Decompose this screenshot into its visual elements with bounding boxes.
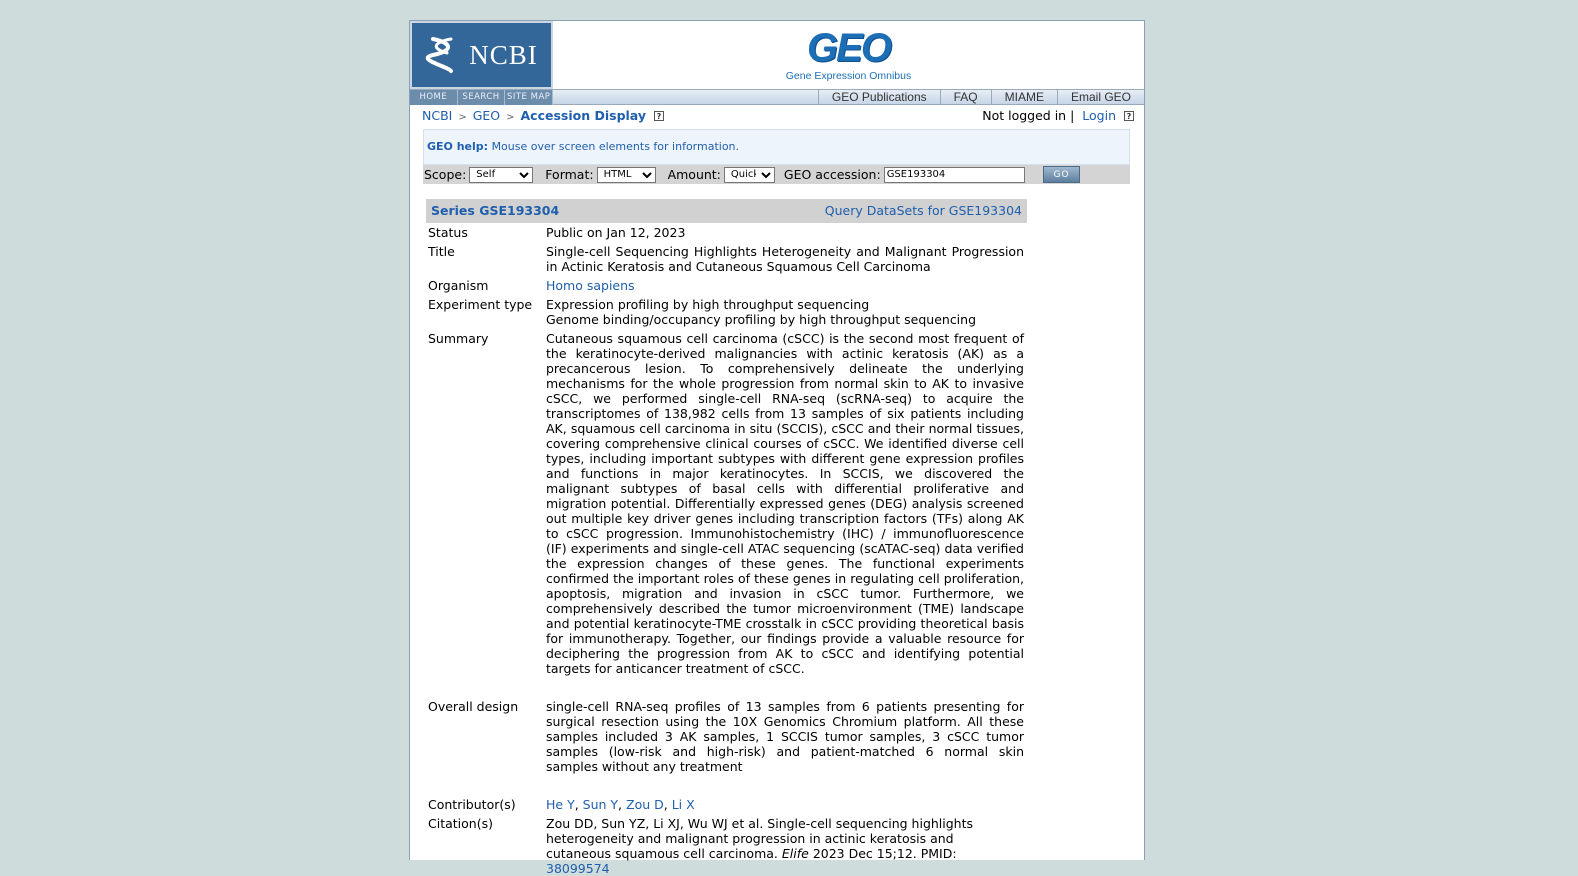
scope-label: Scope: [424,167,467,182]
geo-logo[interactable] [553,21,1144,89]
contributor-link[interactable]: He Y [546,797,575,812]
overall-design-value: single-cell RNA-seq profiles of 13 samples from 6 patients presenting for surgical resection using the 10X Genomics Chromium platform. All these samples included 3 AK samples, 1 SCCIS tumor samples, 3 cSCC tumor samples (low-risk and high-risk) and patient-matched 6 normal skin samples without any treatment [546,699,1024,774]
citation-text: Zou DD, Sun YZ, Li XJ, Wu WJ et al. Single-cell sequencing highlights heterogeneity and malignant progression in actinic keratosis and cutaneous squamous cell carcinoma. [546,816,974,861]
help-text: Mouse over screen elements for information. [491,140,740,153]
geo-help-box [423,129,1130,165]
nav-miame[interactable]: MIAME [991,90,1057,105]
nav-email-geo[interactable]: Email GEO [1057,90,1144,105]
format-label: Format: [545,167,594,182]
title-label: Title [428,244,455,259]
overall-design-label: Overall design [428,699,519,714]
ncbi-logo[interactable] [410,21,553,89]
format-select[interactable] [597,167,656,183]
contributor-link[interactable]: Sun Y [582,797,619,812]
status-label: Status [428,225,468,240]
status-value: Public on Jan 12, 2023 [546,225,686,240]
nav-site-map[interactable]: SITE MAP [505,90,553,105]
contributor-link[interactable]: Li X [671,797,695,812]
contributors-row [428,797,1028,812]
accession-input[interactable] [884,167,1025,183]
go-button[interactable]: GO [1043,166,1080,183]
contributors-label: Contributor(s) [428,797,516,812]
summary-label: Summary [428,331,489,346]
breadcrumb-current: Accession Display [520,108,647,123]
nav-geo-publications[interactable]: GEO Publications [818,90,940,105]
contributor-sep: , [618,797,626,812]
query-datasets-link[interactable]: Query DataSets for GSE193304 [824,203,1022,218]
breadcrumb-separator: > [458,112,467,123]
breadcrumb-separator: > [506,112,515,123]
title-row [428,244,1028,274]
breadcrumb-row [410,105,1144,125]
organism-label: Organism [428,278,489,293]
summary-row [428,331,1028,676]
geo-logo-text: GEO [807,26,890,70]
nav-search[interactable]: SEARCH [458,90,506,105]
title-value: Single-cell Sequencing Highlights Heterogeneity and Malignant Progression in Actinic Keratosis and Cutaneous Squamous Cell Carcinoma [546,244,1024,274]
accession-form [423,165,1130,184]
help-label: GEO help: [427,140,489,153]
contributor-link[interactable]: Zou D [626,797,664,812]
citation-label: Citation(s) [428,816,493,831]
ncbi-nav [410,90,553,105]
status-row [428,225,1028,240]
header [410,21,1144,89]
citation-date: 2023 Dec 15;12. PMID: [812,846,957,861]
series-title: Series GSE193304 [431,203,560,218]
contributor-sep: , [574,797,583,812]
experiment-type-label: Experiment type [428,297,533,312]
accession-label: GEO accession: [783,167,881,182]
amount-label: Amount: [667,167,721,182]
experiment-type-2: Genome binding/occupancy profiling by high throughput sequencing [546,312,977,327]
series-header [426,199,1027,223]
login-link[interactable]: Login [1082,108,1117,123]
citation-pmid-link[interactable]: 38099574 [546,861,610,876]
series-details [428,225,1028,876]
summary-value: Cutaneous squamous cell carcinoma (cSCC) is the second most frequent of the keratinocyte-derived malignancies with actinic keratosis (AK) as a precancerous lesion. To comprehensively delineate the underlying mechanisms for the whole progression from normal skin to AK to invasive cSCC, we performed single-cell RNA-seq (scRNA-seq) to acquire the transcriptomes of 138,982 cells from 13 samples of six patients including AK, squamous cell carcinoma in situ (SCCIS), cSCC and their normal tissues, covering comprehensive clinical courses of cSCC. We identified diverse cell types, including important subtypes with different gene expression profiles and functions in major keratinocytes. In SCCIS, we discovered the malignant subtypes of basal cells with differential proliferative and migration potential. Differentially expressed genes (DEG) analysis screened out multiple key driver genes including transcription factors (TFs) along AK to cSCC progression. Immunohistochemistry (IHC) / immunofluorescence (IF) experiments and single-cell ATAC sequencing (scATAC-seq) data verified the expression changes of these genes. The functional experiments confirmed the important roles of these genes in regulating cell proliferation, apoptosis, migration and invasion in cSCC tumor. Furthermore, we comprehensively described the tumor microenvironment (TME) landscape and potential keratinocyte-TME crosstalk in cSCC providing theoretical basis for immunotherapy. Together, our findings provide a valuable resource for deciphering the progression from AK to cSCC and identifying potential targets for anticancer treatment of cSCC. [546,331,1024,676]
nav-faq[interactable]: FAQ [940,90,991,105]
geo-nav [818,90,1144,105]
contributor-sep: , [663,797,672,812]
page-container [409,20,1145,876]
login-area [982,108,1134,123]
nav-bar [410,89,1144,105]
breadcrumb [422,108,664,123]
amount-select[interactable] [724,167,775,183]
organism-row [428,278,1028,293]
citation-journal: Elife [781,846,809,861]
experiment-type-row [428,297,1028,327]
dna-helix-icon [425,35,459,75]
breadcrumb-ncbi[interactable]: NCBI [422,108,453,123]
login-status: Not logged in [982,108,1067,123]
login-divider: | [1070,108,1075,123]
login-help-icon[interactable]: ? [1124,111,1134,121]
overall-design-row [428,699,1028,774]
geo-logo-subtitle: Gene Expression Omnibus [785,70,912,82]
experiment-type-1: Expression profiling by high throughput sequencing [546,297,870,312]
organism-link[interactable]: Homo sapiens [546,278,635,293]
scope-select[interactable] [469,167,533,183]
citation-row [428,816,1028,876]
ncbi-logo-text: NCBI [469,39,538,70]
breadcrumb-geo[interactable]: GEO [472,108,501,123]
help-icon[interactable]: ? [654,111,664,121]
nav-home[interactable]: HOME [410,90,458,105]
